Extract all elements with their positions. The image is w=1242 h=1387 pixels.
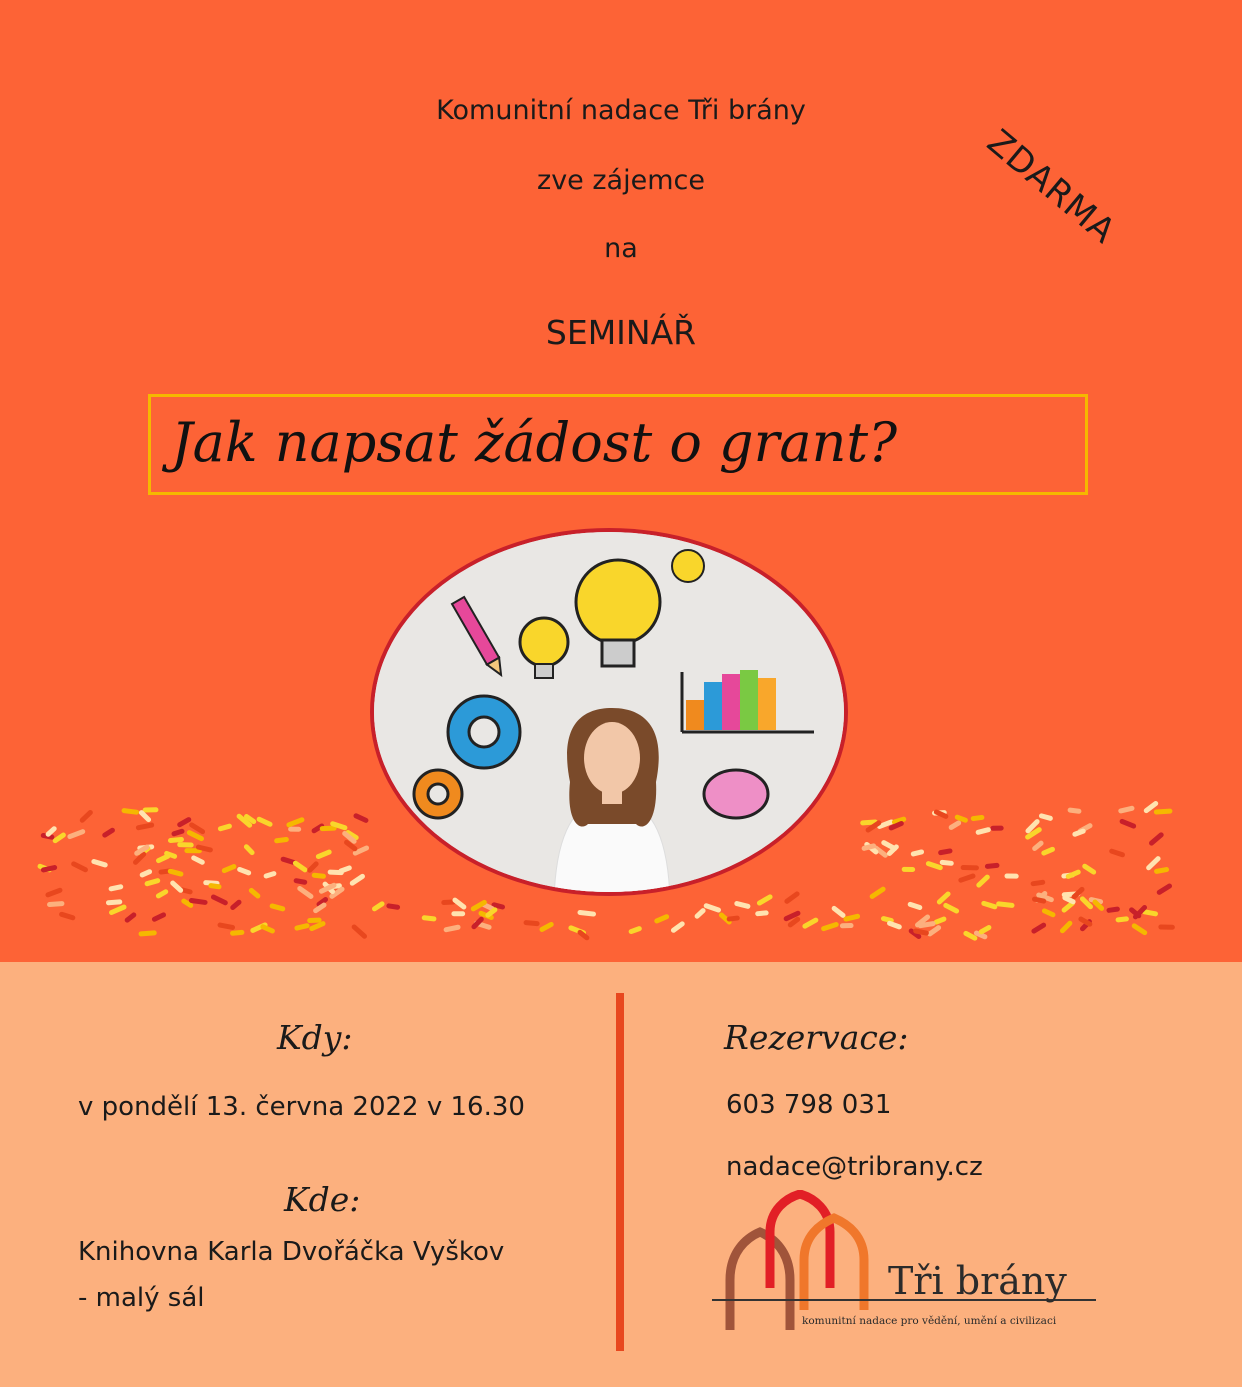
confetti-dash: [158, 856, 167, 860]
confetti-dash: [1074, 889, 1082, 896]
confetti-dash: [43, 868, 54, 870]
confetti-dash: [141, 813, 148, 820]
confetti-dash: [981, 928, 989, 932]
confetti-dash: [112, 907, 125, 912]
when-label: Kdy:: [277, 1018, 353, 1057]
confetti-dash: [174, 831, 182, 833]
confetti-dash: [957, 817, 965, 820]
ideas-illustration: [374, 532, 848, 896]
confetti-dash: [890, 923, 900, 927]
confetti-dash: [1159, 886, 1169, 892]
confetti-dash: [1064, 903, 1072, 910]
confetti-dash: [1135, 908, 1144, 917]
confetti-dash: [198, 847, 210, 850]
confetti-dash: [352, 876, 362, 883]
confetti-dash: [939, 894, 948, 902]
confetti-dash: [883, 919, 891, 921]
confetti-dash: [296, 881, 305, 883]
confetti-dash: [138, 825, 151, 828]
confetti-dash: [942, 862, 951, 863]
confetti-dash: [180, 820, 189, 825]
confetti-dash: [930, 928, 939, 934]
confetti-dash: [1112, 851, 1123, 855]
confetti-dash: [872, 889, 883, 896]
confetti-dash: [50, 904, 62, 905]
confetti-dash: [1118, 919, 1126, 920]
confetti-dash: [297, 926, 307, 928]
confetti-dash: [1109, 909, 1117, 910]
column-divider: [616, 993, 624, 1351]
confetti-dash: [318, 852, 329, 856]
confetti-dash: [758, 913, 766, 914]
event-type: SEMINÁŘ: [545, 313, 697, 352]
brain-icon: [704, 770, 768, 818]
confetti-dash: [936, 919, 944, 922]
confetti-dash: [455, 900, 464, 907]
confetti-dash: [111, 887, 121, 889]
confetti-dash: [834, 908, 843, 915]
confetti-dash: [1034, 925, 1044, 931]
confetti-dash: [1062, 923, 1069, 930]
confetti-dash: [1146, 804, 1155, 811]
confetti-dash: [864, 846, 874, 848]
confetti-dash: [580, 912, 594, 914]
confetti-dash: [70, 832, 83, 837]
confetti-dash: [657, 917, 667, 921]
when-value: v pondělí 13. června 2022 v 16.30: [78, 1092, 525, 1122]
confetti-dash: [984, 903, 995, 906]
confetti-dash: [1157, 870, 1167, 872]
confetti-dash: [973, 817, 982, 818]
confetti-dash: [446, 927, 458, 929]
confetti-dash: [48, 829, 54, 835]
confetti-dash: [961, 876, 973, 880]
confetti-dash: [1035, 843, 1041, 848]
confetti-dash: [1156, 811, 1170, 812]
confetti-dash: [966, 933, 975, 938]
confetti-dash: [170, 871, 181, 874]
confetti-dash: [240, 869, 249, 872]
confetti-dash: [1034, 899, 1043, 901]
confetti-dash: [787, 894, 797, 901]
confetti-dash: [824, 925, 837, 929]
confetti-dash: [142, 872, 149, 875]
confetti-dash: [272, 906, 283, 909]
confetti-dash: [631, 929, 639, 932]
confetti-dash: [141, 933, 154, 934]
confetti-dash: [167, 853, 175, 856]
confetti-dash: [805, 920, 816, 926]
confetti-dash: [213, 897, 225, 903]
confetti-dash: [978, 830, 988, 833]
confetti-dash: [246, 847, 252, 853]
confetti-dash: [124, 811, 137, 813]
confetti-dash: [1075, 831, 1083, 834]
logo-name: Tři brány: [888, 1259, 1067, 1303]
confetti-dash: [526, 923, 537, 924]
invite-text: zve zájemce: [537, 165, 705, 196]
confetti-dash: [494, 905, 503, 907]
confetti-dash: [147, 881, 158, 884]
confetti-dash: [488, 910, 495, 915]
foundation-logo: [708, 1190, 1108, 1340]
confetti-dash: [913, 852, 921, 854]
confetti-dash: [295, 863, 305, 870]
confetti-dash: [173, 883, 181, 890]
confetti-dash: [473, 902, 484, 908]
confetti-dash: [354, 927, 364, 936]
confetti-dash: [314, 875, 323, 876]
confetti-dash: [316, 905, 324, 911]
confetti-dash: [1121, 808, 1132, 811]
confetti-dash: [673, 924, 682, 930]
confetti-dash: [48, 890, 60, 895]
confetti-dash: [55, 835, 63, 841]
confetti-dash: [233, 932, 242, 933]
confetti-dash: [737, 904, 748, 907]
confetti-dash: [1070, 810, 1079, 811]
confetti-dash: [884, 843, 895, 849]
confetti-dash: [946, 905, 957, 911]
lightbulb-icon: [672, 550, 704, 582]
confetti-dash: [194, 858, 203, 862]
confetti-dash: [233, 902, 239, 907]
woman-figure: [554, 708, 670, 896]
confetti-dash: [846, 916, 858, 919]
confetti-dash: [375, 904, 383, 909]
confetti-dash: [424, 918, 434, 919]
confetti-dash: [341, 868, 349, 871]
seminar-photo: [370, 528, 848, 896]
gate-arches: [730, 1194, 864, 1330]
confetti-dash: [1134, 926, 1144, 933]
confetti-dash: [1152, 835, 1162, 843]
where-room: - malý sál: [78, 1283, 205, 1313]
confetti-dash: [951, 823, 958, 827]
confetti-dash: [251, 890, 258, 896]
reservation-phone: 603 798 031: [726, 1090, 892, 1120]
confetti-dash: [259, 819, 270, 824]
where-venue: Knihovna Karla Dvořáčka Vyškov: [78, 1237, 505, 1267]
confetti-dash: [999, 904, 1012, 906]
confetti-dash: [444, 902, 453, 903]
confetti-dash: [979, 877, 987, 885]
confetti-dash: [127, 915, 134, 920]
confetti-dash: [312, 924, 323, 929]
confetti-dash: [1085, 866, 1094, 872]
where-label: Kde:: [284, 1180, 361, 1219]
confetti-dash: [220, 925, 233, 927]
confetti-dash: [108, 902, 119, 903]
confetti-dash: [759, 897, 770, 903]
confetti-dash: [289, 820, 302, 825]
reservation-label: Rezervace:: [724, 1018, 909, 1057]
logo-tagline: komunitní nadace pro vědění, umění a civilizaci: [802, 1315, 1057, 1327]
confetti-dash: [916, 931, 927, 933]
confetti-dash: [105, 830, 113, 835]
confetti-dash: [1122, 821, 1134, 826]
confetti-dash: [94, 862, 105, 865]
on-text: na: [604, 233, 638, 264]
confetti-dash: [191, 900, 205, 902]
confetti-dash: [277, 839, 287, 840]
confetti-dash: [697, 911, 703, 917]
confetti-dash: [729, 918, 737, 919]
confetti-dash: [154, 915, 163, 919]
gear-icon: [414, 770, 462, 818]
confetti-dash: [82, 812, 90, 820]
confetti-dash: [62, 914, 73, 917]
confetti-dash: [706, 906, 718, 910]
confetti-dash: [189, 833, 201, 839]
confetti-dash: [987, 865, 997, 866]
title-frame: [148, 394, 1088, 495]
free-badge: ZDARMA: [979, 122, 1124, 252]
confetti-dash: [211, 886, 219, 887]
confetti-dash: [192, 825, 203, 832]
confetti-dash: [170, 839, 181, 840]
confetti-dash: [891, 823, 901, 827]
confetti-dash: [910, 904, 920, 907]
confetti-dash: [263, 927, 273, 931]
confetti-dash: [542, 924, 551, 929]
confetti-dash: [224, 867, 234, 871]
seminar-title: Jak napsat žádost o grant?: [171, 411, 898, 474]
confetti-dash: [1144, 912, 1155, 914]
confetti-dash: [790, 919, 797, 925]
confetti-dash: [1065, 898, 1073, 902]
confetti-dash: [220, 826, 229, 829]
organizer-name: Komunitní nadace Tři brány: [436, 95, 806, 126]
confetti-dash: [1033, 882, 1043, 883]
confetti-dash: [266, 874, 274, 876]
confetti-dash: [1149, 859, 1158, 868]
confetti-dash: [1044, 849, 1053, 853]
confetti-dash: [1041, 816, 1050, 818]
confetti-dash: [74, 864, 86, 870]
confetti-dash: [389, 906, 398, 907]
confetti-dash: [300, 888, 311, 896]
confetti-dash: [880, 822, 892, 827]
reservation-email: nadace@tribrany.cz: [726, 1152, 983, 1182]
confetti-dash: [1044, 911, 1053, 915]
confetti-dash: [310, 864, 316, 870]
confetti-dash: [928, 864, 940, 868]
gear-icon: [448, 696, 520, 768]
confetti-dash: [356, 816, 366, 821]
confetti-dash: [158, 892, 165, 896]
confetti-dash: [941, 851, 950, 853]
confetti-dash: [863, 822, 876, 823]
